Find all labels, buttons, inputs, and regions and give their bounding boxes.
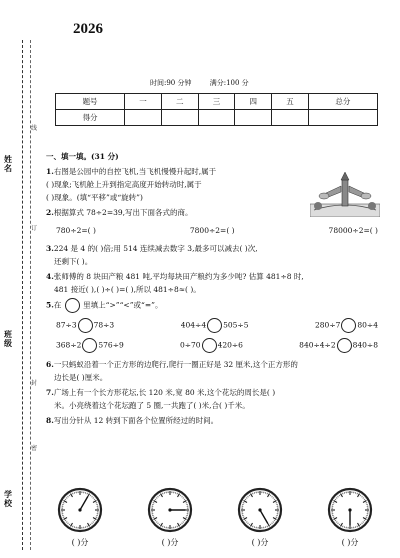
q5-row2 xyxy=(46,338,386,353)
score-table xyxy=(55,93,378,126)
clock-icon xyxy=(326,486,374,534)
compare-circle[interactable] xyxy=(337,338,352,353)
compare-circle[interactable] xyxy=(341,318,356,333)
clock-center xyxy=(258,508,261,511)
binding-margin xyxy=(0,0,40,558)
time-limit: 时间:90 分钟 xyxy=(150,79,192,87)
score-header-cell: 总分 xyxy=(308,94,377,110)
question-8 xyxy=(46,414,386,427)
score-table-header xyxy=(56,94,378,110)
q4-line1: 张师傅的 8 块田产粮 481 吨,平均每块田产粮约为多少吨? 估算 481÷8 时, xyxy=(53,272,304,281)
question-1 xyxy=(46,165,386,204)
q2-item[interactable]: 78000÷2=( ) xyxy=(328,226,378,235)
compare-left: 0÷70 xyxy=(179,340,201,350)
question-7 xyxy=(46,386,386,412)
clock-icon xyxy=(56,486,104,534)
margin-class-label: 班级 xyxy=(4,329,12,348)
compare-item xyxy=(181,318,249,333)
q2-items xyxy=(46,224,386,237)
margin-deco-1: 线 xyxy=(30,125,37,132)
score-header-cell: 二 xyxy=(161,94,198,110)
q8-text: 写出分针从 12 转到下面各个位置所经过的时间。 xyxy=(53,416,219,425)
q6-line1: 一只蚂蚁沿着一个正方形的边爬行,爬行一圈正好是 32 厘米,这个正方形的 xyxy=(53,360,298,369)
score-cell[interactable] xyxy=(198,110,235,126)
clock-icon xyxy=(146,486,194,534)
compare-circle[interactable] xyxy=(82,338,97,353)
question-number: 1. xyxy=(46,167,54,176)
q1-line3: ( )现象。(填“平移”或“旋转”) xyxy=(46,193,143,202)
q1-line1: 右图是公园中的自控飞机,当飞机慢慢升起时,属于 xyxy=(53,167,217,176)
q4-line2: 481 接近( ),( )÷( )=( ),所以 481÷8≈( )。 xyxy=(54,285,201,294)
compare-circle[interactable] xyxy=(78,318,93,333)
clock-item xyxy=(50,486,110,548)
question-5 xyxy=(46,298,386,353)
full-score: 满分:100 分 xyxy=(209,79,249,87)
clock-center xyxy=(78,508,81,511)
clock-icon xyxy=(236,486,284,534)
score-header-cell: 四 xyxy=(235,94,272,110)
q5-row1 xyxy=(46,318,386,333)
compare-item xyxy=(299,338,378,353)
question-3 xyxy=(46,242,386,268)
score-cell[interactable] xyxy=(235,110,272,126)
exam-meta xyxy=(150,78,265,88)
compare-right: 80÷4 xyxy=(357,320,378,330)
compare-left: 87÷3 xyxy=(56,320,77,330)
score-cell[interactable] xyxy=(272,110,309,126)
clock-answer[interactable]: ( )分 xyxy=(251,538,269,547)
question-6 xyxy=(46,358,386,384)
question-number: 3. xyxy=(46,244,54,253)
clock-item xyxy=(320,486,380,548)
score-row-label: 得分 xyxy=(56,110,125,126)
margin-deco-4: 密 xyxy=(30,445,37,452)
compare-right: 78÷3 xyxy=(93,320,115,330)
q6-line2: 边长是( )厘米。 xyxy=(54,373,108,382)
compare-right: 840÷8 xyxy=(352,340,378,350)
compare-circle-icon xyxy=(65,298,80,313)
section-title: 一、填一填。(31 分) xyxy=(46,152,119,161)
score-cell[interactable] xyxy=(125,110,162,126)
q7-line2: 米。小亮绕着这个花坛跑了 5 圈,一共跑了( )米,合( )千米。 xyxy=(54,401,250,410)
compare-item xyxy=(315,318,378,333)
q3-line2: 还剩下( )。 xyxy=(54,257,93,266)
score-header-cell: 五 xyxy=(272,94,309,110)
compare-right: 576÷9 xyxy=(98,340,124,350)
clock-answer[interactable]: ( )分 xyxy=(161,538,179,547)
question-number: 6. xyxy=(46,360,54,369)
clock-item xyxy=(140,486,200,548)
score-cell[interactable] xyxy=(161,110,198,126)
score-table-row xyxy=(56,110,378,126)
q7-line1: 广场上有一个长方形花坛,长 120 米,宽 80 米,这个花坛的周长是( ) xyxy=(53,388,276,397)
question-number: 4. xyxy=(46,272,54,281)
compare-left: 404÷4 xyxy=(180,320,207,330)
margin-deco-2: 订 xyxy=(30,225,37,232)
clock-answer[interactable]: ( )分 xyxy=(71,538,89,547)
compare-left: 280÷7 xyxy=(315,320,341,330)
exam-content xyxy=(46,150,386,429)
cut-line xyxy=(22,40,23,550)
question-2 xyxy=(46,206,386,237)
score-cell[interactable] xyxy=(308,110,377,126)
compare-left: 368÷2 xyxy=(56,340,82,350)
doc-year: 2026 xyxy=(73,21,103,37)
q2-item[interactable]: 780÷2=( ) xyxy=(56,226,96,235)
clock-center xyxy=(348,508,351,511)
q1-line2: ( )现象;飞机舱上升到指定高度开始转动时,属于 xyxy=(46,180,202,189)
margin-school-label: 学校 xyxy=(4,489,12,508)
clock-row xyxy=(50,486,380,548)
margin-deco-3: 封 xyxy=(30,380,37,387)
compare-circle[interactable] xyxy=(207,318,222,333)
score-header-cell: 三 xyxy=(198,94,235,110)
question-number: 7. xyxy=(46,388,54,397)
question-number: 2. xyxy=(46,208,54,217)
compare-right: 505÷5 xyxy=(223,320,249,330)
compare-item xyxy=(56,338,124,353)
compare-circle[interactable] xyxy=(202,338,217,353)
q2-item[interactable]: 7800÷2=( ) xyxy=(189,226,235,235)
clock-center xyxy=(168,508,171,511)
compare-left: 840÷4÷2 xyxy=(299,340,336,350)
compare-right: 420÷6 xyxy=(217,340,243,350)
q3-line1: 224 是 4 的( )倍;用 514 连续减去数字 3,最多可以减去( )次, xyxy=(53,244,258,253)
compare-item xyxy=(56,318,114,333)
question-4 xyxy=(46,270,386,296)
score-header-cell: 一 xyxy=(125,94,162,110)
clock-answer[interactable]: ( )分 xyxy=(341,538,359,547)
binding-line xyxy=(30,40,31,550)
q2-text: 根据算式 78÷2=39,写出下面各式的商。 xyxy=(53,208,193,217)
clock-item xyxy=(230,486,290,548)
question-number: 5. xyxy=(46,300,54,310)
q5-text: 在 xyxy=(53,300,62,310)
compare-item xyxy=(180,338,243,353)
q5-text2: 里填上“>”“<”或“=”。 xyxy=(83,300,163,310)
question-number: 8. xyxy=(46,416,54,425)
score-header-cell: 题号 xyxy=(56,94,125,110)
margin-name-label: 姓名 xyxy=(4,154,12,173)
